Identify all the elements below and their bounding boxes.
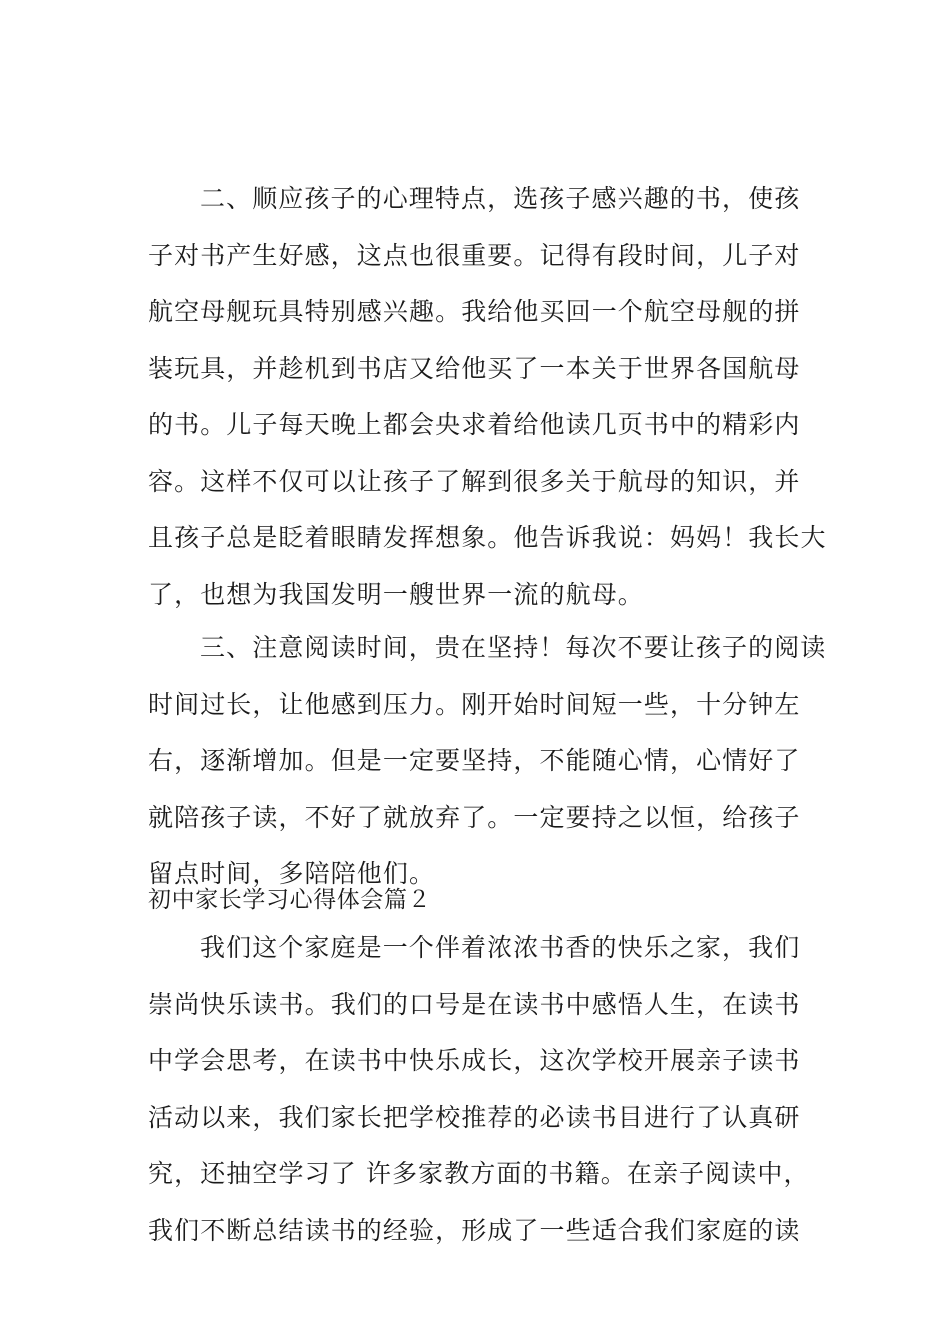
paragraph-line: 留点时间，多陪陪他们。	[148, 859, 436, 888]
paragraph-line: 航空母舰玩具特别感兴趣。我给他买回一个航空母舰的拼	[148, 297, 801, 326]
section-heading-block	[148, 876, 808, 924]
paragraph-line: 中学会思考，在读书中快乐成长，这次学校开展亲子读书	[148, 1046, 801, 1075]
paragraph-family-reading	[148, 920, 808, 1259]
paragraph-line: 容。这样不仅可以让孩子了解到很多关于航母的知识，并	[148, 466, 801, 496]
paragraph-reading-interest	[148, 171, 827, 623]
paragraph-line: 二、顺应孩子的心理特点，选孩子感兴趣的书，使孩	[200, 184, 801, 213]
paragraph-reading-time	[148, 620, 827, 903]
paragraph-line: 的书。儿子每天晚上都会央求着给他读几页书中的精彩内	[148, 410, 801, 439]
paragraph-line: 装玩具，并趁机到书店又给他买了一本关于世界各国航母	[148, 353, 801, 383]
paragraph-line: 活动以来，我们家长把学校推荐的必读书目进行了认真研	[148, 1102, 801, 1132]
paragraph-line: 我们这个家庭是一个伴着浓浓书香的快乐之家，我们	[200, 933, 801, 962]
paragraph-line: 子对书产生好感，这点也很重要。记得有段时间，儿子对	[148, 240, 801, 270]
paragraph-line: 了，也想为我国发明一艘世界一流的航母。	[148, 579, 644, 609]
section-heading: 初中家长学习心得体会篇２	[148, 887, 432, 913]
paragraph-line: 右，逐渐增加。但是一定要坚持，不能随心情，心情好了	[148, 746, 801, 775]
paragraph-line: 崇尚快乐读书。我们的口号是在读书中感悟人生，在读书	[148, 989, 801, 1019]
paragraph-line: 三、注意阅读时间，贵在坚持！每次不要让孩子的阅读	[200, 633, 827, 662]
paragraph-line: 且孩子总是眨着眼睛发挥想象。他告诉我说：妈妈！我长大	[148, 523, 827, 552]
paragraph-line: 究，还抽空学习了 许多家教方面的书籍。在亲子阅读中，	[148, 1159, 810, 1188]
paragraph-line: 就陪孩子读，不好了就放弃了。一定要持之以恒，给孩子	[148, 802, 801, 832]
paragraph-line: 我们不断总结读书的经验，形成了一些适合我们家庭的读	[148, 1215, 801, 1245]
paragraph-line: 时间过长，让他感到压力。刚开始时间短一些，十分钟左	[148, 689, 801, 719]
